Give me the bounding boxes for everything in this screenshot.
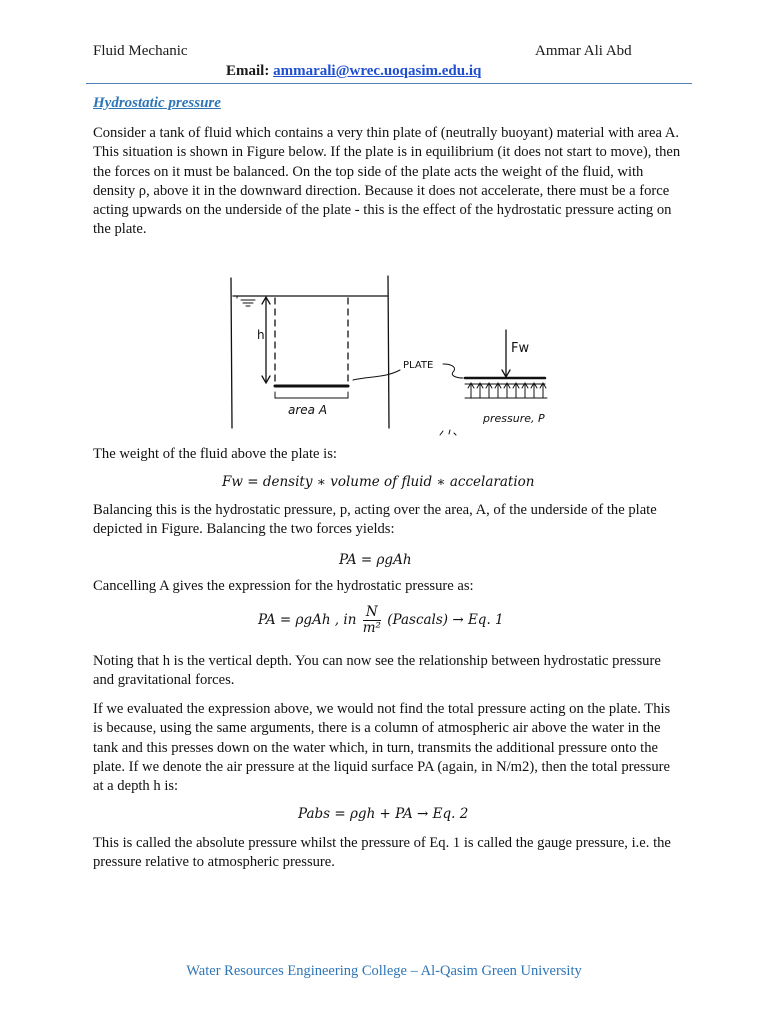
paragraph-atmospheric: If we evaluated the expression above, we would not find the total pressure acting on the plate. This is because, using the same arguments, there is a column of atmospheric air above the water in the tank and this presses down on the water which, in turn, transmits the additional pressure onto the plate. If we denote the air pressure at the liquid surface PA (again, in N/m2), then the total pressure at a depth h is: xyxy=(93,701,671,795)
header-left: Fluid Mechanic xyxy=(93,43,188,59)
paragraph-gauge: This is called the absolute pressure whilst the pressure of Eq. 1 is called the gauge pressure, i.e. the pressure relative to atmospheric pressure. xyxy=(93,835,671,871)
equation-absolute: Pabs = ρgh + PA → Eq. 2 xyxy=(298,806,469,822)
header-right: Ammar Ali Abd xyxy=(535,43,632,59)
label-plate: PLATE xyxy=(403,360,434,371)
equation-balance: PA = ρgAh xyxy=(339,552,412,568)
email-label: Email: xyxy=(226,63,270,79)
paragraph-balance: Balancing this is the hydrostatic pressure, p, acting over the area, A, of the underside of the plate depicted in Figure. Balancing the two forces yields: xyxy=(93,502,657,538)
header-email-row xyxy=(226,63,481,80)
email-link[interactable]: ammarali@wrec.uoqasim.edu.iq xyxy=(273,63,482,79)
section-title: Hydrostatic pressure xyxy=(93,95,221,111)
eq3-fraction xyxy=(363,605,381,636)
paragraph-weight: The weight of the fluid above the plate is: xyxy=(93,446,337,462)
label-h: h xyxy=(257,328,265,342)
equation-hydrostatic xyxy=(258,605,504,636)
eq3-numerator: N xyxy=(363,605,381,621)
tank-figure xyxy=(225,272,565,440)
paragraph-depth: Noting that h is the vertical depth. You can now see the relationship between hydrostatic pressure and gravitational forces. xyxy=(93,653,661,689)
paragraph-intro: Consider a tank of fluid which contains a very thin plate of (neutrally buoyant) material with area A. This situation is shown in Figure below. If the plate is in equilibrium (it does not start to move), then the forces on it must be balanced. On the top side of the plate acts the weight of the fluid, with density ρ, above it in the downward direction. Because it does not accelerate, there must be a force acting upwards on the underside of the plate - this is the effect of the hydrostatic pressure acting on the plate. xyxy=(93,125,681,238)
label-pressure: pressure, P xyxy=(483,412,545,425)
label-area: area A xyxy=(288,403,328,417)
eq3-right: (Pascals) → Eq. 1 xyxy=(387,612,504,628)
equation-weight: Fw = density ∗ volume of fluid ∗ accelaration xyxy=(222,474,535,490)
label-fw: Fw xyxy=(511,341,530,356)
page-footer: Water Resources Engineering College – Al-Qasim Green University xyxy=(186,963,582,979)
eq3-denominator: m² xyxy=(362,620,381,636)
paragraph-cancel: Cancelling A gives the expression for the hydrostatic pressure as: xyxy=(93,578,474,594)
header-rule xyxy=(86,83,692,84)
eq3-left: PA = ρgAh , in xyxy=(258,612,357,628)
